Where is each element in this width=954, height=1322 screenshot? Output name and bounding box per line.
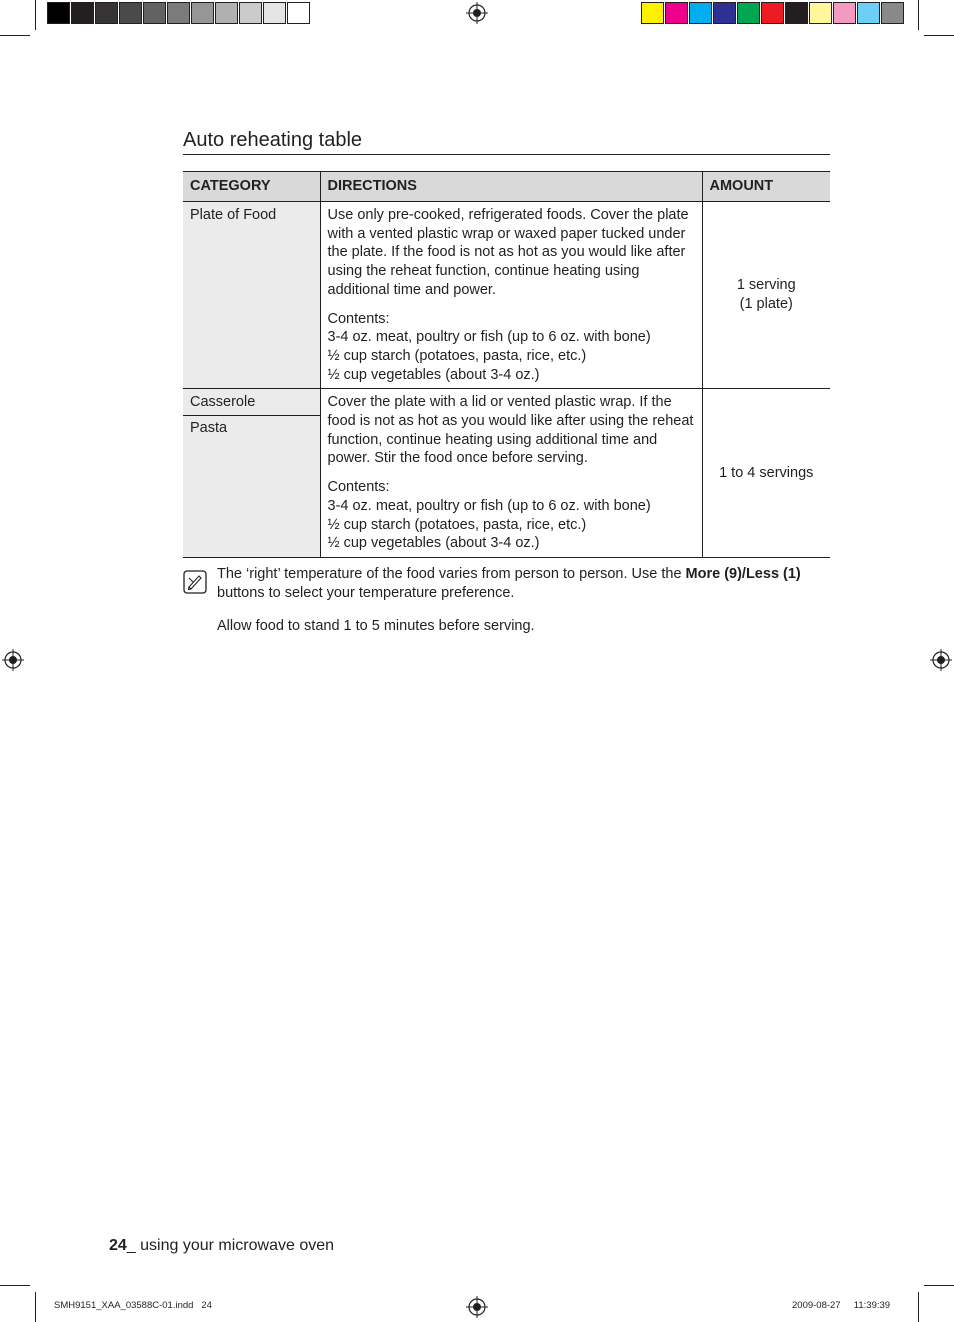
crop-mark-tr-v [918,0,919,30]
color-swatch [809,2,832,24]
color-swatch [785,2,808,24]
directions-cell [320,202,702,389]
color-swatch [881,2,904,24]
category-label: Pasta [190,420,228,437]
note-pencil-icon [183,570,207,594]
category-cell [183,389,320,558]
registration-target-icon [466,2,488,24]
contents-item: ½ cup vegetables (about 3-4 oz.) [327,366,540,383]
registration-target-icon [466,1296,488,1318]
directions-text: Cover the plate with a lid or vented plastic wrap. If the food is not as hot as you would like after using the reheat function, continue heating using additional time and power. Stir the food once before serving. [327,394,694,467]
crop-mark-tl-v [35,0,36,30]
note-text-before: The ‘right’ temperature of the food varies from person to person. Use the [217,566,686,582]
page-number: 24 [109,1237,127,1254]
category-label: Casserole [183,389,320,416]
category-label: Plate of Food [190,207,277,223]
color-swatch [641,2,664,24]
registration-target-icon [2,649,24,671]
page-title: Auto reheating table [183,129,363,151]
gray-swatch [239,2,262,24]
note-text-standing: Allow food to stand 1 to 5 minutes before serving. [217,618,535,634]
crop-mark-tl-h [0,35,30,36]
color-swatch [833,2,856,24]
contents-item: ½ cup starch (potatoes, pasta, rice, etc.) [327,516,587,533]
contents-item: ½ cup starch (potatoes, pasta, rice, etc.) [327,347,587,364]
color-swatch [713,2,736,24]
note-text-after: buttons to select your temperature preference. [217,585,515,601]
contents-item: 3-4 oz. meat, poultry or fish (up to 6 oz. with bone) [327,497,651,514]
auto-reheating-table [183,171,830,558]
gray-swatch [71,2,94,24]
category-cell [183,202,320,389]
gray-swatch [95,2,118,24]
reheat-table-container [183,171,830,558]
contents-item: 3-4 oz. meat, poultry or fish (up to 6 oz. with bone) [327,329,651,346]
page-footer [109,1237,334,1255]
note-text [217,565,827,603]
color-swatch [857,2,880,24]
crop-mark-tr-h [924,35,954,36]
crop-mark-br-h [924,1285,954,1286]
directions-cell [320,389,702,558]
color-swatch [737,2,760,24]
gray-swatch [167,2,190,24]
gray-swatch [47,2,70,24]
color-swatch [689,2,712,24]
header-amount: AMOUNT [702,172,830,202]
crop-mark-bl-v [35,1292,36,1322]
header-directions: DIRECTIONS [320,172,702,202]
contents-item: ½ cup vegetables (about 3-4 oz.) [327,535,540,552]
contents-label: Contents: [327,310,390,327]
gray-swatch [287,2,310,24]
gray-swatch [191,2,214,24]
registration-target-icon [930,649,952,671]
footer-section: _ using your microwave oven [126,1237,335,1254]
gray-swatch [143,2,166,24]
table-row [183,389,830,558]
amount-text: (1 plate) [739,296,793,313]
directions-text: Use only pre-cooked, refrigerated foods. Cover the plate with a vented plastic wrap or waxed paper tucked under the plate. If the food is not as hot as you would like after using the reheat function, continue heating using additional time and power. [327,207,689,298]
color-swatch [665,2,688,24]
note-text-bold: More (9)/Less (1) [685,566,801,582]
gray-swatch [215,2,238,24]
color-swatch [761,2,784,24]
title-underline [183,154,830,155]
table-row [183,202,830,389]
amount-text: 1 to 4 servings [719,464,814,481]
crop-mark-bl-h [0,1285,30,1286]
gray-swatch [263,2,286,24]
crop-mark-br-v [918,1292,919,1322]
slug-datetime: 2009-08-27 11:39:39 [792,1300,891,1311]
gray-swatch [119,2,142,24]
table-header-row [183,172,830,202]
amount-cell [702,389,830,558]
amount-cell [702,202,830,389]
amount-text: 1 serving [736,277,796,294]
header-category: CATEGORY [183,172,320,202]
contents-label: Contents: [327,479,390,496]
slug-filename: SMH9151_XAA_03588C-01.indd 24 [54,1300,212,1311]
